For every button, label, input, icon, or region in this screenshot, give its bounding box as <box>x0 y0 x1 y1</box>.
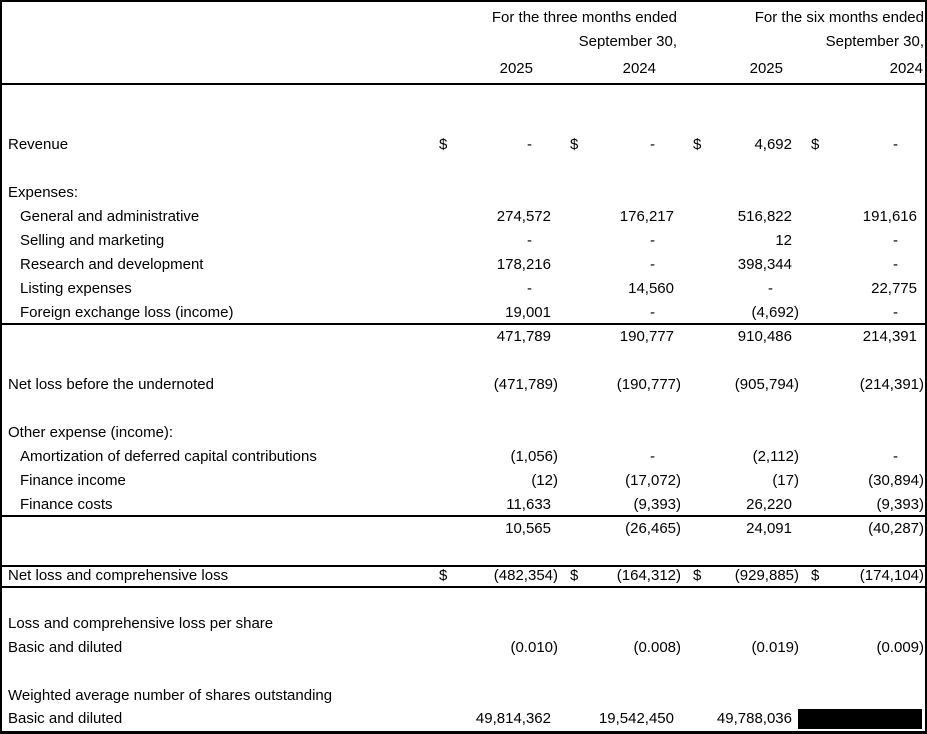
row-label: Weighted average number of shares outstanding <box>8 687 333 704</box>
value-cell: 49,788,036 <box>716 710 792 727</box>
table-row <box>2 565 925 588</box>
column-gap <box>800 567 808 586</box>
dollar-sign: $ <box>439 567 448 584</box>
period-subtitle-row <box>2 30 925 54</box>
dollar-sign <box>808 636 830 660</box>
column-gap <box>800 229 808 253</box>
column-gap <box>559 229 567 253</box>
value-cell: 24,091 <box>746 520 792 537</box>
table-row <box>2 493 925 517</box>
dollar-sign <box>436 708 458 731</box>
table-row <box>2 229 925 253</box>
value-cell: 10,565 <box>505 520 551 537</box>
column-gap <box>559 253 567 277</box>
column-gap <box>800 277 808 301</box>
value-cell: - <box>893 232 898 249</box>
value-cell: 214,391 <box>862 328 917 345</box>
column-gap <box>800 373 808 397</box>
column-gap <box>682 373 690 397</box>
row-label: Basic and diluted <box>8 710 123 727</box>
column-gap <box>800 493 808 516</box>
dollar-sign <box>690 253 712 277</box>
column-gap <box>682 253 690 277</box>
dollar-sign <box>436 445 458 469</box>
dollar-sign <box>567 253 589 277</box>
value-cell: - <box>893 304 898 321</box>
column-gap <box>559 708 567 731</box>
value-cell: (0.009) <box>876 639 924 656</box>
dollar-sign <box>436 277 458 301</box>
spacer-row <box>2 541 925 565</box>
table-row <box>2 133 925 157</box>
column-gap <box>559 133 567 157</box>
value-cell: 11,633 <box>506 496 551 513</box>
period-title-row <box>2 6 925 30</box>
table-row <box>2 684 925 708</box>
column-gap <box>559 301 567 324</box>
column-gap <box>682 708 690 731</box>
dollar-sign <box>436 517 458 541</box>
dollar-sign <box>436 229 458 253</box>
dollar-sign <box>436 636 458 660</box>
value-cell: (12) <box>531 472 558 489</box>
value-cell: (0.019) <box>751 639 799 656</box>
value-cell: (190,777) <box>616 376 681 393</box>
row-label: Net loss before the undernoted <box>8 376 214 393</box>
table-header <box>2 2 925 85</box>
value-cell: - <box>893 448 898 465</box>
dollar-sign <box>436 253 458 277</box>
period-subtitle-six-months: September 30, <box>825 33 924 50</box>
dollar-sign: $ <box>693 567 702 584</box>
dollar-sign <box>567 301 589 324</box>
row-label: Other expense (income): <box>8 424 174 441</box>
value-cell: 176,217 <box>619 208 674 225</box>
table-row <box>2 277 925 301</box>
column-gap <box>559 636 567 660</box>
table-row <box>2 373 925 397</box>
column-gap <box>559 373 567 397</box>
dollar-sign <box>690 205 712 229</box>
value-cell: (471,789) <box>493 376 558 393</box>
spacer-row <box>2 157 925 181</box>
spacer-row <box>2 588 925 612</box>
dollar-sign <box>436 205 458 229</box>
value-cell: - <box>650 304 655 321</box>
value-cell: (17,072) <box>625 472 681 489</box>
row-label: Basic and diluted <box>8 639 123 656</box>
value-cell: (2,112) <box>752 448 799 465</box>
value-cell: 191,616 <box>862 208 917 225</box>
value-cell: (26,465) <box>625 520 681 537</box>
value-cell: - <box>650 136 655 153</box>
table-row <box>2 205 925 229</box>
column-gap <box>800 445 808 469</box>
row-label: Net loss and comprehensive loss <box>8 567 229 584</box>
period-subtitle-three-months: September 30, <box>578 33 677 50</box>
dollar-sign <box>808 373 830 397</box>
value-cell: - <box>527 280 532 297</box>
table-row <box>2 517 925 541</box>
dollar-sign <box>690 445 712 469</box>
dollar-sign: $ <box>811 567 820 584</box>
spacer-row <box>2 397 925 421</box>
row-label: Selling and marketing <box>20 232 165 249</box>
value-cell: (40,287) <box>868 520 924 537</box>
value-cell: (17) <box>772 472 799 489</box>
row-label: Listing expenses <box>20 280 132 297</box>
table-row <box>2 253 925 277</box>
value-cell: 22,775 <box>871 280 917 297</box>
value-cell: - <box>527 136 532 153</box>
dollar-sign <box>436 493 458 516</box>
value-cell: 274,572 <box>496 208 551 225</box>
value-cell: 910,486 <box>737 328 792 345</box>
value-cell: 4,692 <box>754 136 792 153</box>
column-gap <box>800 133 808 157</box>
redaction-box <box>798 709 922 729</box>
value-cell: 26,220 <box>746 496 792 513</box>
column-gap <box>559 205 567 229</box>
value-cell: (482,354) <box>493 567 558 584</box>
year-label: 2024 <box>889 60 923 77</box>
column-gap <box>682 445 690 469</box>
value-cell: 12 <box>775 232 792 249</box>
column-gap <box>682 517 690 541</box>
dollar-sign: $ <box>811 136 820 153</box>
dollar-sign: $ <box>439 136 448 153</box>
dollar-sign <box>690 373 712 397</box>
table-row <box>2 325 925 349</box>
value-cell: 49,814,362 <box>475 710 551 727</box>
dollar-sign <box>808 493 830 516</box>
dollar-sign <box>808 253 830 277</box>
dollar-sign <box>567 229 589 253</box>
dollar-sign <box>808 469 830 493</box>
column-gap <box>559 517 567 541</box>
dollar-sign: $ <box>570 567 579 584</box>
period-title-six-months: For the six months ended <box>754 9 924 26</box>
dollar-sign <box>690 469 712 493</box>
spacer-row <box>2 349 925 373</box>
row-label: Foreign exchange loss (income) <box>20 304 234 321</box>
dollar-sign <box>567 373 589 397</box>
value-cell: 19,542,450 <box>598 710 674 727</box>
table-row <box>2 301 925 325</box>
dollar-sign <box>567 325 589 349</box>
value-cell: 14,560 <box>628 280 674 297</box>
dollar-sign <box>567 205 589 229</box>
value-cell: 19,001 <box>505 304 551 321</box>
row-label: Amortization of deferred capital contributions <box>20 448 317 465</box>
row-label: Loss and comprehensive loss per share <box>8 615 274 632</box>
value-cell: - <box>893 256 898 273</box>
value-cell: (929,885) <box>734 567 799 584</box>
year-header-row <box>2 54 925 83</box>
year-label: 2025 <box>499 60 533 77</box>
value-cell: (214,391) <box>859 376 924 393</box>
dollar-sign <box>690 277 712 301</box>
dollar-sign <box>808 229 830 253</box>
value-cell: (164,312) <box>616 567 681 584</box>
value-cell: - <box>650 232 655 249</box>
column-gap <box>559 493 567 516</box>
column-gap <box>682 493 690 516</box>
dollar-sign <box>436 469 458 493</box>
value-cell: - <box>650 448 655 465</box>
row-label: Finance costs <box>20 496 113 513</box>
value-cell: - <box>768 280 773 297</box>
value-cell: - <box>650 256 655 273</box>
value-cell: (9,393) <box>876 496 924 513</box>
column-gap <box>682 325 690 349</box>
value-cell: (0.008) <box>633 639 681 656</box>
value-cell: 398,344 <box>737 256 792 273</box>
dollar-sign <box>567 445 589 469</box>
dollar-sign <box>690 517 712 541</box>
value-cell: (4,692) <box>751 304 799 321</box>
dollar-sign <box>808 325 830 349</box>
value-cell: 516,822 <box>737 208 792 225</box>
value-cell: (174,104) <box>859 567 924 584</box>
row-label: Expenses: <box>8 184 79 201</box>
table-row <box>2 708 925 731</box>
year-label: 2024 <box>622 60 656 77</box>
column-gap <box>800 636 808 660</box>
column-gap <box>559 325 567 349</box>
table-row <box>2 469 925 493</box>
row-label <box>2 325 436 349</box>
dollar-sign <box>436 373 458 397</box>
year-label: 2025 <box>749 60 783 77</box>
column-gap <box>800 301 808 324</box>
dollar-sign: $ <box>570 136 579 153</box>
dollar-sign <box>690 636 712 660</box>
spacer-row <box>2 660 925 684</box>
column-gap <box>559 277 567 301</box>
dollar-sign <box>690 708 712 731</box>
column-gap <box>559 445 567 469</box>
column-gap <box>682 205 690 229</box>
column-gap <box>682 301 690 324</box>
row-label <box>2 517 436 541</box>
dollar-sign <box>436 325 458 349</box>
dollar-sign <box>808 445 830 469</box>
value-cell: 190,777 <box>619 328 674 345</box>
column-gap <box>682 636 690 660</box>
dollar-sign <box>567 277 589 301</box>
table-row <box>2 612 925 636</box>
table-row <box>2 445 925 469</box>
column-gap <box>682 277 690 301</box>
column-gap <box>682 229 690 253</box>
value-cell: - <box>893 136 898 153</box>
dollar-sign <box>808 277 830 301</box>
dollar-sign <box>690 229 712 253</box>
column-gap <box>800 253 808 277</box>
dollar-sign <box>808 205 830 229</box>
table-row <box>2 636 925 660</box>
dollar-sign <box>690 325 712 349</box>
column-gap <box>800 325 808 349</box>
spacer-row <box>2 85 925 109</box>
dollar-sign <box>436 301 458 324</box>
value-cell: (905,794) <box>734 376 799 393</box>
value-cell: (9,393) <box>633 496 681 513</box>
column-gap <box>800 517 808 541</box>
dollar-sign <box>690 493 712 516</box>
column-gap <box>682 469 690 493</box>
column-gap <box>559 567 567 586</box>
value-cell: (1,056) <box>510 448 558 465</box>
dollar-sign <box>567 493 589 516</box>
column-gap <box>800 205 808 229</box>
row-label: General and administrative <box>20 208 200 225</box>
column-gap <box>682 567 690 586</box>
period-title-three-months: For the three months ended <box>491 9 677 26</box>
value-cell: (30,894) <box>868 472 924 489</box>
dollar-sign <box>808 517 830 541</box>
row-label: Revenue <box>8 136 69 153</box>
table-row <box>2 181 925 205</box>
value-cell: - <box>527 232 532 249</box>
dollar-sign <box>567 469 589 493</box>
dollar-sign <box>690 301 712 324</box>
dollar-sign <box>567 636 589 660</box>
column-gap <box>559 469 567 493</box>
value-cell: 471,789 <box>496 328 551 345</box>
table-body <box>2 85 925 731</box>
dollar-sign <box>567 517 589 541</box>
dollar-sign: $ <box>693 136 702 153</box>
row-label: Research and development <box>20 256 204 273</box>
column-gap <box>800 469 808 493</box>
column-gap <box>682 133 690 157</box>
table-row <box>2 421 925 445</box>
dollar-sign <box>567 708 589 731</box>
spacer-row <box>2 109 925 133</box>
row-label: Finance income <box>20 472 126 489</box>
dollar-sign <box>808 301 830 324</box>
value-cell: (0.010) <box>510 639 558 656</box>
value-cell: 178,216 <box>496 256 551 273</box>
